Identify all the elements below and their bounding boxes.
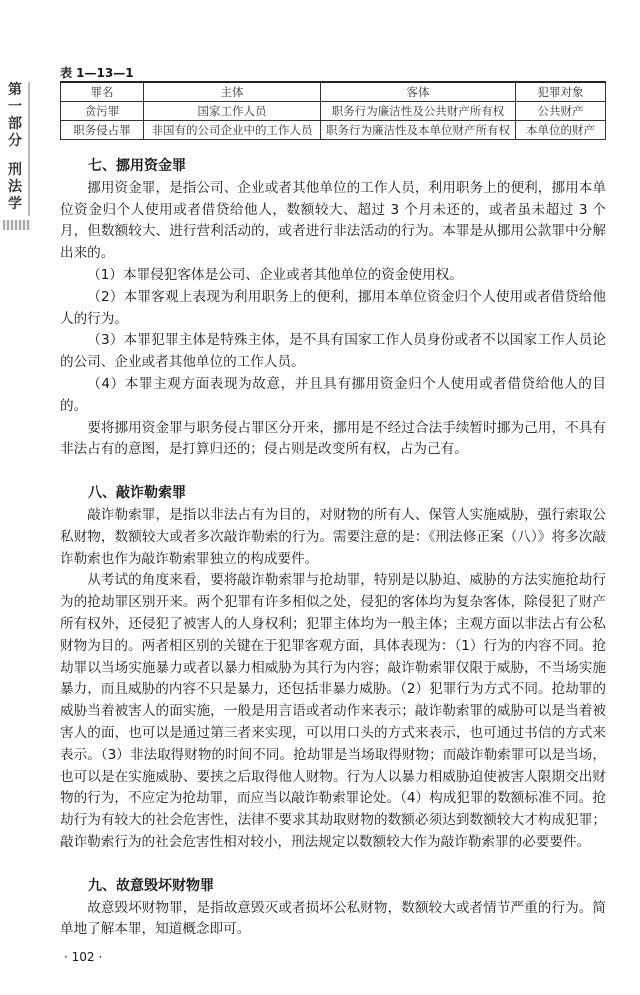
paragraph: （3）本罪犯罪主体是特殊主体，是不具有国家工作人员身份或者不以国家工作人员论的公司、企业或者其他单位的工作人员。 <box>60 332 606 371</box>
paragraph: （2）本罪客观上表现为利用职务上的便利，挪用本单位资金归个人使用或者借贷给他人的行为。 <box>60 288 606 327</box>
part-sidebar <box>6 82 24 213</box>
table-cell: 非国有的公司企业中的工作人员 <box>144 121 321 140</box>
table-cell: 本单位的财产 <box>516 121 606 140</box>
paragraph: 敲诈勒索罪，是指以非法占有为目的，对财物的所有人、保管人实施威胁，强行索取公私财物，数额较大或者多次敲诈勒索的行为。需要注意的是：《刑法修正案（八）》将多次敲诈勒索也作为敲诈勒索罪独立的构成要件。 <box>60 506 606 567</box>
table-header: 主体 <box>144 82 321 102</box>
sidebar-part-char: 部 <box>8 116 22 132</box>
paragraph: 挪用资金罪，是指公司、企业或者其他单位的工作人员，利用职务上的便利，挪用本单位资金归个人使用或者借贷给他人，数额较大、超过 3 个月未还的，或者虽未超过 3 个月，但数额较大、进行营利活动的，或者进行非法活动的行为。本罪是从挪用公款罪中分解出来的。 <box>60 179 606 262</box>
paragraph: 要将挪用资金罪与职务侵占罪区分开来，挪用是不经过合法手续暂时挪为己用，不具有非法占有的意图，是打算归还的；侵占则是改变所有权，占为己有。 <box>60 419 606 458</box>
table-caption: 表 1—13—1 <box>60 66 134 80</box>
paragraph: 故意毁坏财物罪，是指故意毁灭或者损坏公私财物，数额较大或者情节严重的行为。简单地了解本罪，知道概念即可。 <box>60 899 606 938</box>
body-content <box>60 0 606 995</box>
table-header: 罪名 <box>61 82 144 102</box>
paragraph: 从考试的角度来看，要将敲诈勒索罪与抢劫罪，特别是以胁迫、威胁的方法实施抢劫行为的抢劫罪区别开来。两个犯罪有许多相似之处，侵犯的客体均为复杂客体，除侵犯了财产所有权外，还侵犯了被害人的人身权利；犯罪主体均为一般主体；主观方面以非法占有公私财物为目的。两者相区别的关键在于犯罪客观方面，具体表现为：（1）行为的内容不同。抢劫罪以当场实施暴力或者以暴力相威胁为其行为内容；敲诈勒索罪仅限于威胁，不当场实施暴力，而且威胁的内容不只是暴力，还包括非暴力威胁。（2）犯罪行为方式不同。抢劫罪的威胁当着被害人的面实施，一般是用言语或者动作来表示；敲诈勒索罪的威胁可以是当着被害人的面，也可以是通过第三者来实现，可以用口头的方式来表示，也可通过书信的方式来表示。（3）非法取得财物的时间不同。抢劫罪是当场取得财物；而敲诈勒索罪可以是当场，也可以是在实施威胁、要挟之后取得他人财物。行为人以暴力相威胁迫使被害人限期交出财物的行为，不应定为抢劫罪，而应当以敲诈勒索罪论处。（4）构成犯罪的数额标准不同。抢劫行为有较大的社会危害性，法律不要求其劫取财物的数额必须达到数额较大才构成犯罪；敲诈勒索行为的社会危害性相对较小，刑法规定以数额较大作为敲诈勒索罪的必要要件。 <box>60 572 606 850</box>
sidebar-marker <box>3 220 31 230</box>
table-cell: 职务行为廉洁性及本单位财产所有权 <box>321 121 516 140</box>
table-cell: 贪污罪 <box>61 102 144 121</box>
sidebar-part-char: 第 <box>8 82 22 98</box>
table-header: 犯罪对象 <box>516 82 606 102</box>
table-cell: 公共财产 <box>516 102 606 121</box>
section-heading: 九、故意毁坏财物罪 <box>88 877 214 894</box>
section-heading: 八、敲诈勒索罪 <box>88 485 186 502</box>
paragraph: （1）本罪侵犯客体是公司、企业或者其他单位的资金使用权。 <box>87 266 463 283</box>
table-cell: 国家工作人员 <box>144 102 321 121</box>
sidebar-part-char: 分 <box>8 133 22 149</box>
table-header: 客体 <box>321 82 516 102</box>
sidebar-subject-char: 刑 <box>8 162 22 178</box>
sidebar-part-char: 一 <box>8 99 22 115</box>
table-cell: 职务侵占罪 <box>61 121 144 140</box>
section-heading: 七、挪用资金罪 <box>88 158 186 174</box>
page-number: · 102 · <box>64 950 103 965</box>
sidebar-subject-char: 学 <box>8 196 22 212</box>
sidebar-subject-char: 法 <box>8 179 22 195</box>
paragraph: （4）本罪主观方面表现为故意，并且具有挪用资金归个人使用或者借贷给他人的目的。 <box>60 375 606 414</box>
sidebar-rule <box>28 82 30 216</box>
table-cell: 职务行为廉洁性及公共财产所有权 <box>321 102 516 121</box>
